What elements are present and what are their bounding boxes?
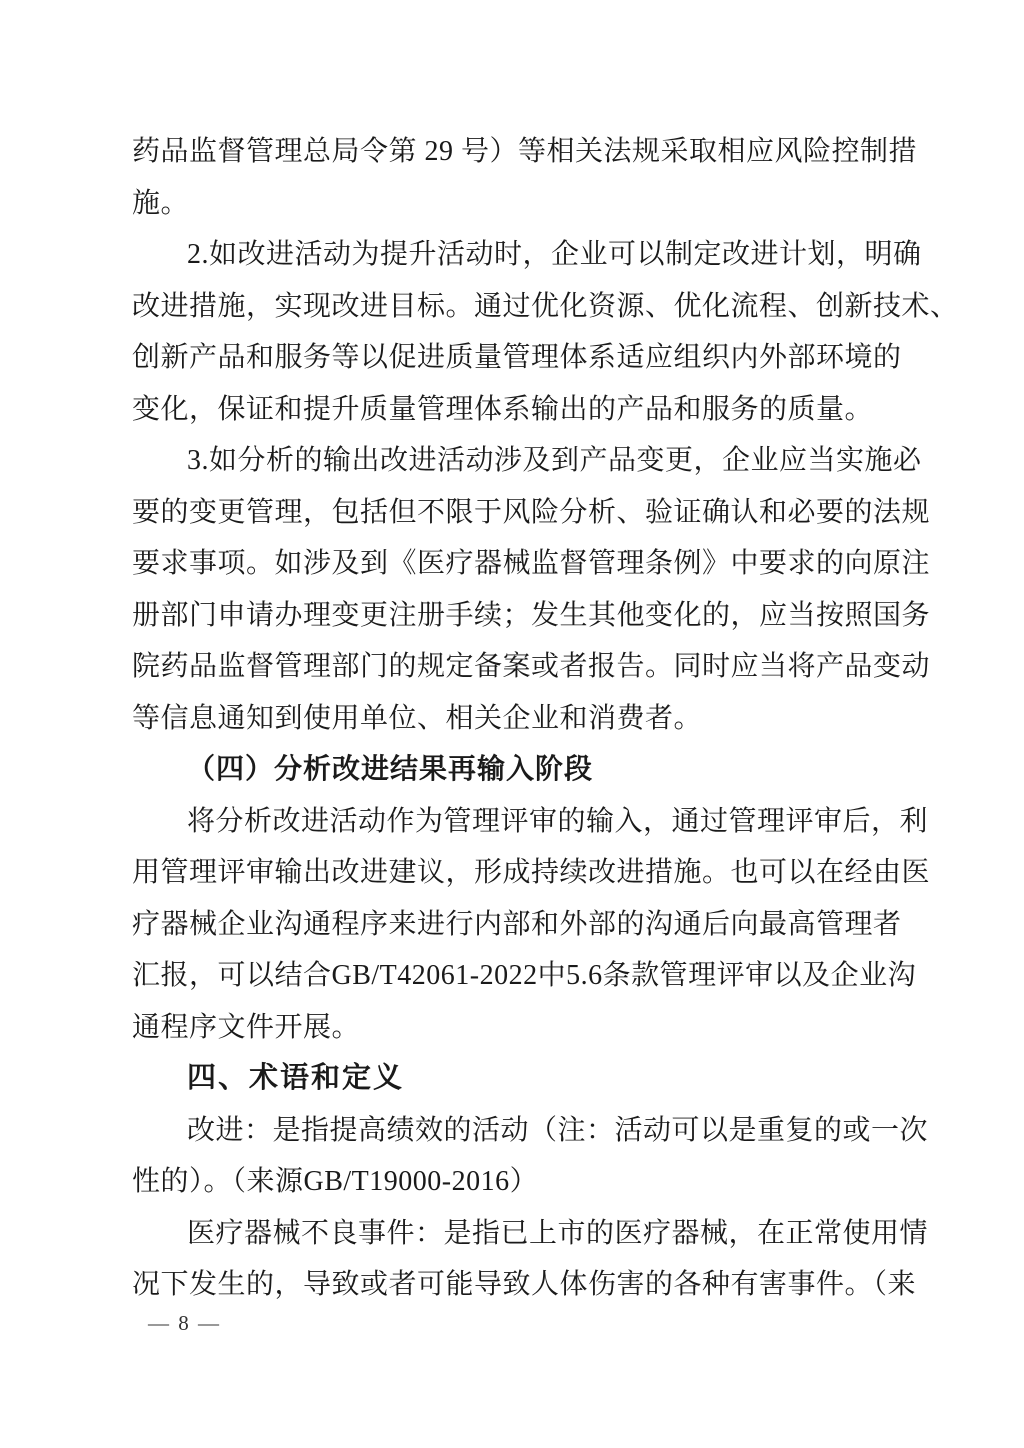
text-line: 等信息通知到使用单位、相关企业和消费者。 — [132, 702, 703, 734]
section-heading: 四、术语和定义 — [187, 1062, 405, 1094]
subsection-heading: （四）分析改进结果再输入阶段 — [187, 754, 594, 785]
text-line: 疗器械企业沟通程序来进行内部和外部的沟通后向最高管理者 — [132, 908, 902, 940]
text-line: 3.如分析的输出改进活动涉及到产品变更，企业应当实施必 — [187, 445, 922, 476]
text-line: 将分析改进活动作为管理评审的输入，通过管理评审后，利 — [187, 805, 929, 837]
document-body — [132, 126, 959, 1311]
text-line: 改进措施，实现改进目标。通过优化资源、优化流程、创新技术、 — [132, 290, 959, 322]
text-line: 况下发生的，导致或者可能导致人体伤害的各种有害事件。（来 — [132, 1269, 917, 1300]
text-line: 通程序文件开展。 — [132, 1011, 361, 1043]
text-line: 汇报，可以结合GB/T42061-2022中5.6条款管理评审以及企业沟 — [132, 960, 917, 991]
text-line: 册部门申请办理变更注册手续；发生其他变化的，应当按照国务 — [132, 599, 931, 631]
text-line: 院药品监督管理部门的规定备案或者报告。同时应当将产品变动 — [132, 651, 931, 682]
text-line: 要求事项。如涉及到《医疗器械监督管理条例》中要求的向原注 — [132, 548, 931, 579]
text-line: 改进：是指提高绩效的活动（注：活动可以是重复的或一次 — [187, 1114, 929, 1146]
text-line: 创新产品和服务等以促进质量管理体系适应组织内外部环境的 — [132, 342, 902, 373]
text-line: 用管理评审输出改进建议，形成持续改进措施。也可以在经由医 — [132, 857, 931, 888]
text-line: 医疗器械不良事件：是指已上市的医疗器械，在正常使用情 — [187, 1217, 929, 1249]
text-line: 2.如改进活动为提升活动时，企业可以制定改进计划，明确 — [187, 239, 922, 270]
text-line: 药品监督管理总局令第 29 号）等相关法规采取相应风险控制措 — [132, 136, 918, 167]
text-line: 施。 — [132, 187, 190, 219]
text-line: 要的变更管理，包括但不限于风险分析、验证确认和必要的法规 — [132, 496, 931, 528]
text-line: 变化，保证和提升质量管理体系输出的产品和服务的质量。 — [132, 393, 874, 425]
text-line: 性的）。（来源GB/T19000-2016） — [132, 1166, 539, 1197]
page-number: — 8 — — [148, 1311, 221, 1335]
